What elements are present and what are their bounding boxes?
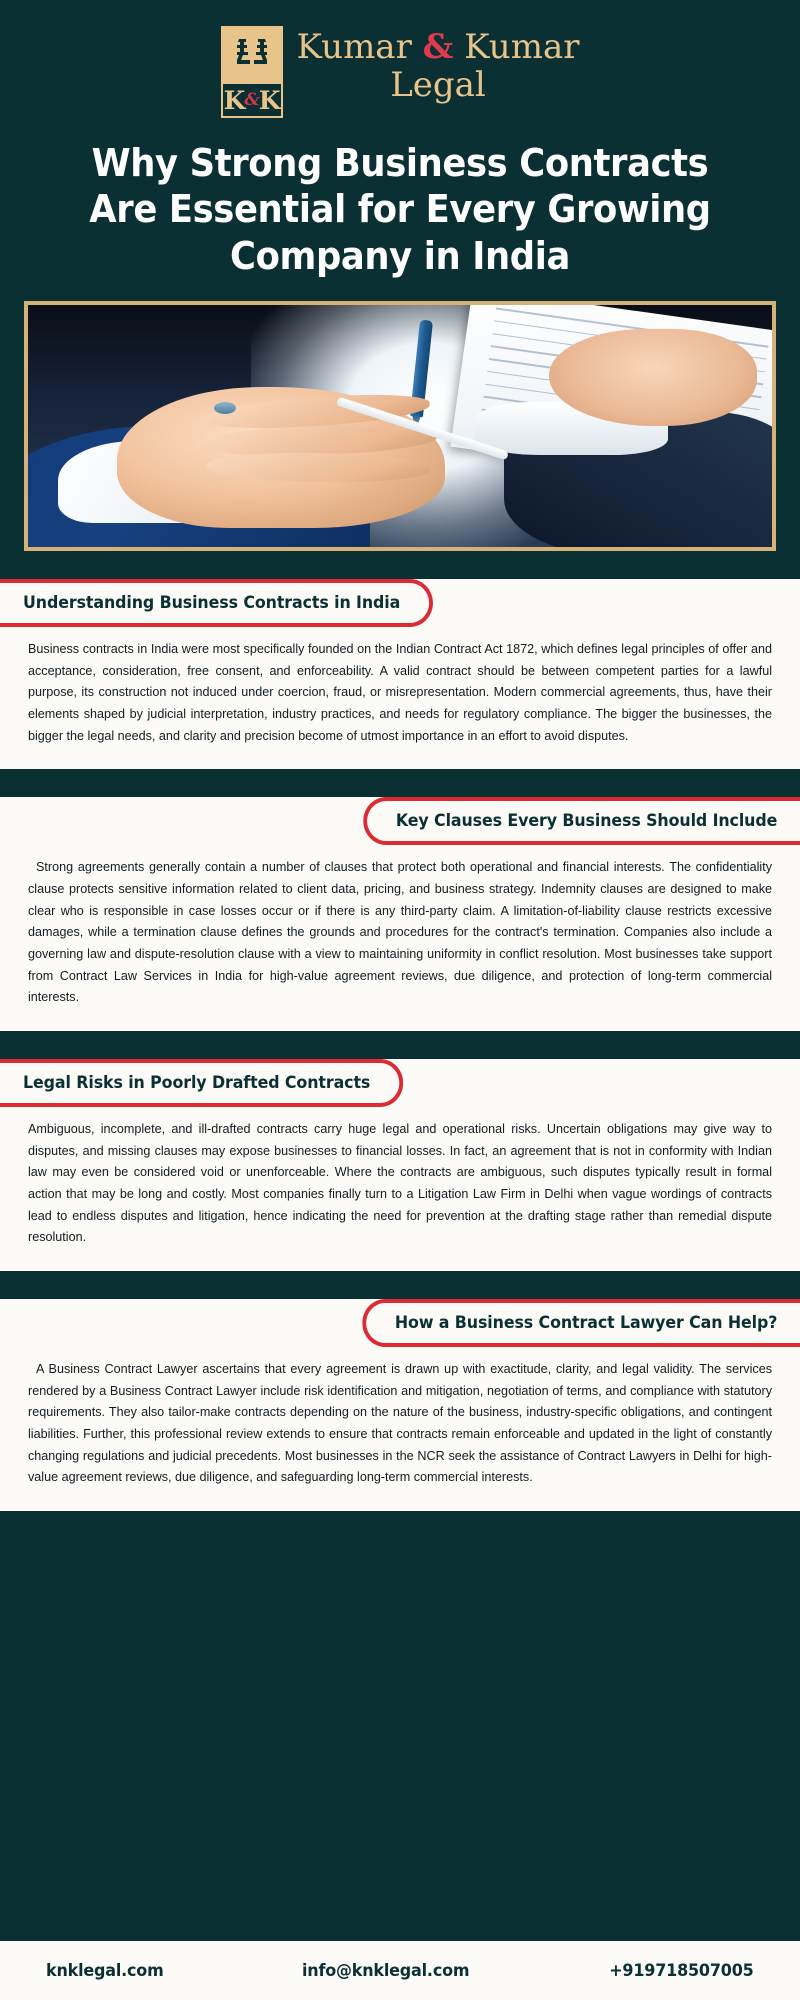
logo-mark <box>221 26 283 118</box>
brand-logo <box>0 0 800 118</box>
footer-website[interactable]: knklegal.com <box>46 1960 164 1981</box>
section-heading-row <box>0 797 800 843</box>
chess-pieces-icon <box>221 26 283 84</box>
sections-container <box>0 551 800 1511</box>
page-title: Why Strong Business Contracts Are Essential for Every Growing Company in India <box>89 141 711 278</box>
section-1 <box>0 579 800 769</box>
logo-name-ampersand: & <box>422 27 454 67</box>
footer <box>0 1938 800 2000</box>
logo-ampersand: & <box>244 90 259 110</box>
section-3 <box>0 1059 800 1271</box>
logo-wordmark <box>297 26 580 104</box>
section-4 <box>0 1299 800 1511</box>
section-2 <box>0 797 800 1031</box>
logo-name-part1: Kumar <box>296 27 423 67</box>
footer-email[interactable]: info@knklegal.com <box>302 1960 470 1981</box>
section-body-text: A Business Contract Lawyer ascertains that every agreement is drawn up with exactitude, clarity, and legal validity. The services rendered by a Business Contract Lawyer include risk identification and mitigation, negotiation of terms, and compliance with statutory requirements. They also tailor-make contracts depending on the nature of the business, industry-specific obligations, and contingent liabilities. Further, this professional review extends to ensure that contracts remain enforceable and updated in the light of constantly changing regulations and judicial precedents. Most businesses in the NCR seek the assistance of Contract Lawyers in Delhi for high-value agreement reviews, due diligence, and safeguarding long-term commercial interests. <box>28 1361 772 1485</box>
section-body-text: Strong agreements generally contain a number of clauses that protect both operational and financial interests. The confidentiality clause protects sensitive information related to client data, pricing, and business strategy. Indemnity clauses are designed to make clear who is responsible in case losses occur or if there is any third-party claim. A limitation-of-liability clause restricts excessive damages, while a termination clause defines the grounds and procedures for the contract's termination. Companies also include a governing law and dispute-resolution clause with a view to maintaining uniformity in conflict resolution. Most businesses take support from Contract Law Services in India for high-value agreement reviews, due diligence, and protection of long-term commercial interests. <box>28 860 772 1005</box>
footer-divider <box>0 1928 800 1938</box>
hero-image-frame <box>24 301 776 551</box>
section-gap-band <box>0 551 800 579</box>
footer-phone[interactable]: +919718507005 <box>609 1960 754 1981</box>
section-heading-badge: Key Clauses Every Business Should Include <box>363 797 800 845</box>
section-heading-row <box>0 579 800 625</box>
section-heading-badge: Legal Risks in Poorly Drafted Contracts <box>0 1059 403 1107</box>
section-heading-badge: How a Business Contract Lawyer Can Help? <box>362 1299 800 1347</box>
logo-initial-right: K <box>258 85 280 115</box>
section-heading-row <box>0 1299 800 1345</box>
logo-initial-left: K <box>223 85 245 115</box>
ring-icon <box>214 402 236 414</box>
hero-image <box>24 301 776 551</box>
section-body-text: Ambiguous, incomplete, and ill-drafted contracts carry huge legal and operational risks. Uncertain obligations may give way to disputes, and missing clauses may expose businesses to financial losses. In fact, an agreement that is not in conformity with Indian law may even be considered void or unenforceable. Where the contracts are ambiguous, such disputes typically result in formal action that may be long and costly. Most companies finally turn to a Litigation Law Firm in Delhi when vague wordings of contracts lead to endless disputes and litigation, hence indicating the need for prevention at the drafting stage rather than remedial dispute resolution. <box>28 1121 772 1245</box>
logo-name-part2: Kumar <box>453 27 580 67</box>
section-heading-row <box>0 1059 800 1105</box>
section-gap-band <box>0 1271 800 1299</box>
logo-initials <box>221 84 283 118</box>
logo-name-line2: Legal <box>390 65 486 106</box>
section-gap-band <box>0 1031 800 1059</box>
section-body-text: Business contracts in India were most specifically founded on the Indian Contract Act 1872, which defines legal principles of offer and acceptance, consideration, free consent, and enforceability. A valid contract should be between competent parties for a lawful purpose, its construction not induced under coercion, fraud, or misrepresentation. Modern commercial agreements, thus, have their elements shaped by judicial interpretation, industry practices, and needs for regulatory compliance. The bigger the businesses, the bigger the legal needs, and clarity and precision become of utmost importance in an effort to avoid disputes. <box>28 642 772 743</box>
section-gap-band <box>0 769 800 797</box>
section-heading-badge: Understanding Business Contracts in India <box>0 579 433 627</box>
